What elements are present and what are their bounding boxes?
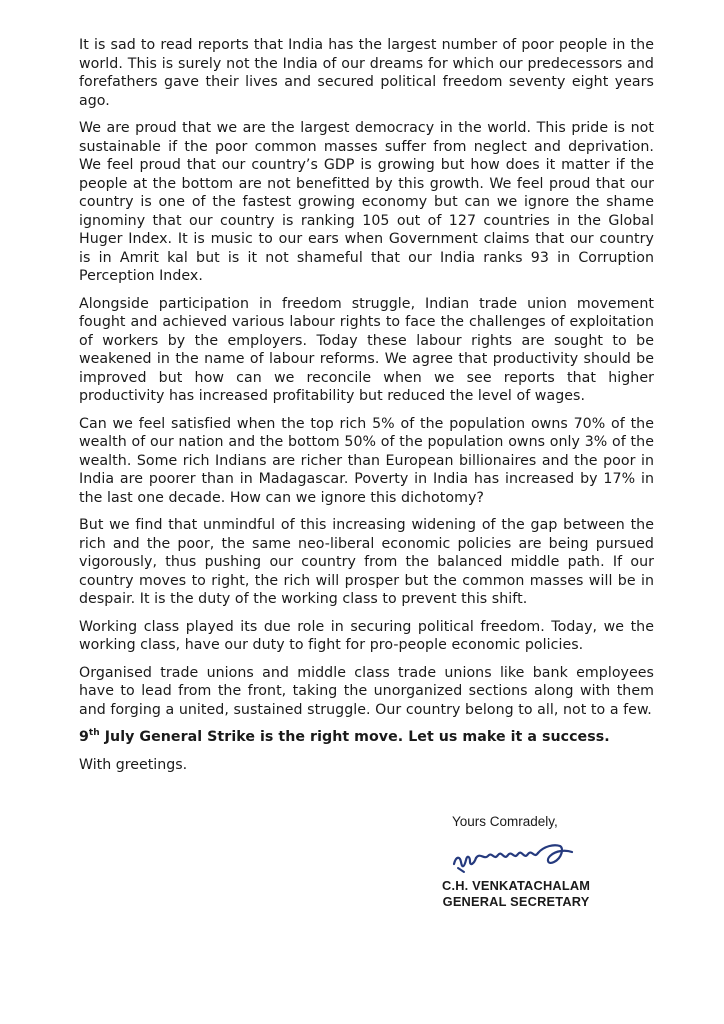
- signer-title: GENERAL SECRETARY: [442, 894, 590, 909]
- paragraph-6: Working class played its due role in securing political freedom. Today, we the working class, have our duty to fight for pro-people economic policies.: [79, 618, 654, 653]
- paragraph-3: Alongside participation in freedom struggle, Indian trade union movement fought and achieved various labour rights to face the challenges of exploitation of workers by the employers. Today these labour rights are sought to be weakened in the name of labour reforms. We agree that productivity should be improved but how can we reconcile when we see reports that higher productivity has increased profitability but reduced the level of wages.: [79, 295, 654, 404]
- strike-call-line: [79, 728, 654, 747]
- paragraph-4: Can we feel satisfied when the top rich 5% of the population owns 70% of the wealth of our nation and the bottom 50% of the population owns only 3% of the wealth. Some rich Indians are richer than European billionaires and the poor in India are poorer than in Madagascar. Poverty in India has increased by 17% in the last one decade. How can we ignore this dichotomy?: [79, 415, 654, 506]
- signer-block: [442, 878, 590, 910]
- paragraph-2: We are proud that we are the largest democracy in the world. This pride is not sustainable if the poor common masses suffer from neglect and deprivation. We feel proud that our country’s GDP is growing but how does it matter if the people at the bottom are not benefitted by this growth. We feel proud that our country is one of the fastest growing economy but can we ignore the shame ignominy that our country is ranking 105 out of 127 countries in the Global Huger Index. It is music to our ears when Government claims that our country is in Amrit kal but is it not shameful that our India ranks 93 in Corruption Perception Index.: [79, 120, 654, 284]
- closing-salutation: Yours Comradely,: [452, 814, 558, 829]
- signer-name: C.H. VENKATACHALAM: [442, 878, 591, 893]
- strike-day: 9: [79, 729, 89, 745]
- paragraph-7: Organised trade unions and middle class trade unions like bank employees have to lead from the front, taking the unorganized sections along with them and forging a united, sustained struggle. Our country belong to all, not to a few.: [79, 664, 654, 718]
- strike-day-suffix: th: [88, 728, 100, 738]
- letter-body: [79, 36, 654, 774]
- handwritten-signature-icon: [450, 838, 580, 880]
- paragraph-1: It is sad to read reports that India has the largest number of poor people in the world. This is surely not the India of our dreams for which our predecessors and forefathers gave their lives and secured political freedom seventy eight years ago.: [79, 37, 654, 109]
- strike-text: July General Strike is the right move. Let us make it a success.: [99, 729, 610, 745]
- paragraph-5: But we find that unmindful of this increasing widening of the gap between the rich and the poor, the same neo-liberal economic policies are being pursued vigorously, thus pushing our country from the balanced middle path. If our country moves to right, the rich will prosper but the common masses will be in despair. It is the duty of the working class to prevent this shift.: [79, 517, 654, 607]
- greeting: With greetings.: [79, 756, 188, 773]
